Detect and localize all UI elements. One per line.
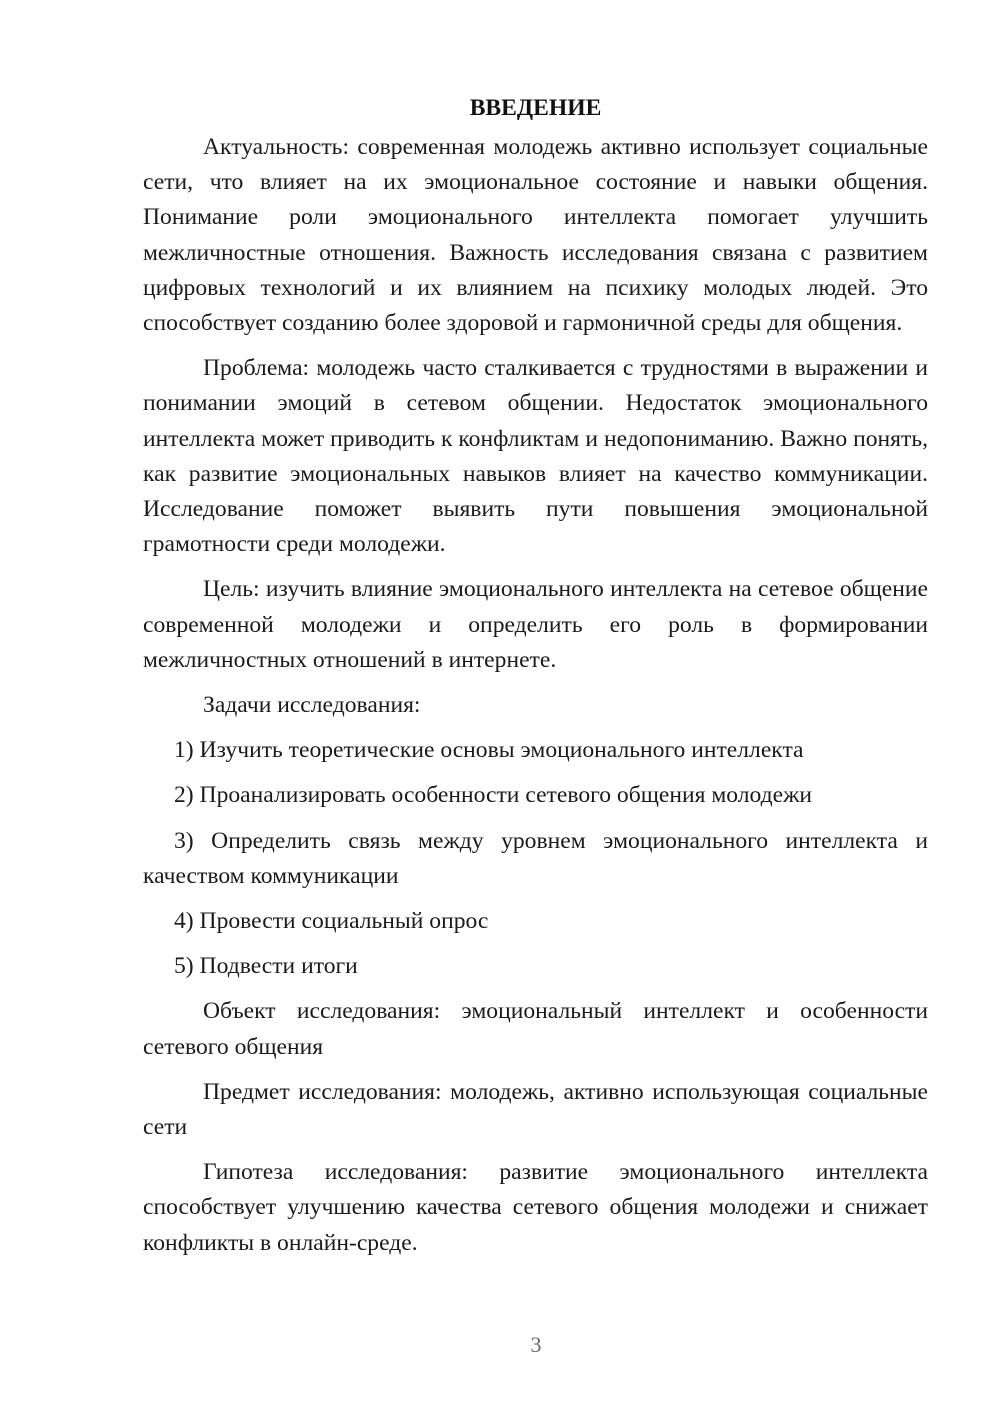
page-title: ВВЕДЕНИЕ xyxy=(469,95,602,121)
task-item: 1) Изучить теоретические основы эмоционального интеллекта xyxy=(174,737,804,764)
subject-paragraph: Предмет исследования: молодежь, активно использующая социальные сети xyxy=(143,1078,928,1141)
tasks-heading: Задачи исследования: xyxy=(203,692,421,719)
task-item: 4) Провести социальный опрос xyxy=(174,908,489,935)
object-paragraph: Объект исследования: эмоциональный интеллект и особенности сетевого общения xyxy=(143,998,928,1060)
goal-paragraph: Цель: изучить влияние эмоционального интеллекта на сетевое общение современной молодежи и определить его роль в формировании межличностных отношений в интернете. xyxy=(143,576,928,673)
document-body xyxy=(143,91,928,1261)
relevance-paragraph: Актуальность: современная молодежь активно использует социальные сети, что влияет на их эмоциональное состояние и навыки общения. Понимание роли эмоционального интеллекта помогает улучшить межличностные отношения. Важность исследования связана с развитием цифровых технологий и их влиянием на психику молодых людей. Это способствует созданию более здоровой и гармоничной среды для общения. xyxy=(143,134,928,337)
task-item: 3) Определить связь между уровнем эмоционального интеллекта и качеством коммуникации xyxy=(143,827,928,889)
task-item: 5) Подвести итоги xyxy=(174,953,358,980)
page-number: 3 xyxy=(530,1332,542,1357)
task-item: 2) Проанализировать особенности сетевого общения молодежи xyxy=(174,782,813,809)
problem-paragraph: Проблема: молодежь часто сталкивается с трудностями в выражении и понимании эмоций в сетевом общении. Недостаток эмоционального интеллекта может приводить к конфликтам и недопониманию. Важно понять, как развитие эмоциональных навыков влияет на качество коммуникации. Исследование поможет выявить пути повышения эмоциональной грамотности среди молодежи. xyxy=(143,355,928,558)
hypothesis-paragraph: Гипотеза исследования: развитие эмоционального интеллекта способствует улучшению качества сетевого общения молодежи и снижает конфликты в онлайн-среде. xyxy=(143,1159,928,1256)
